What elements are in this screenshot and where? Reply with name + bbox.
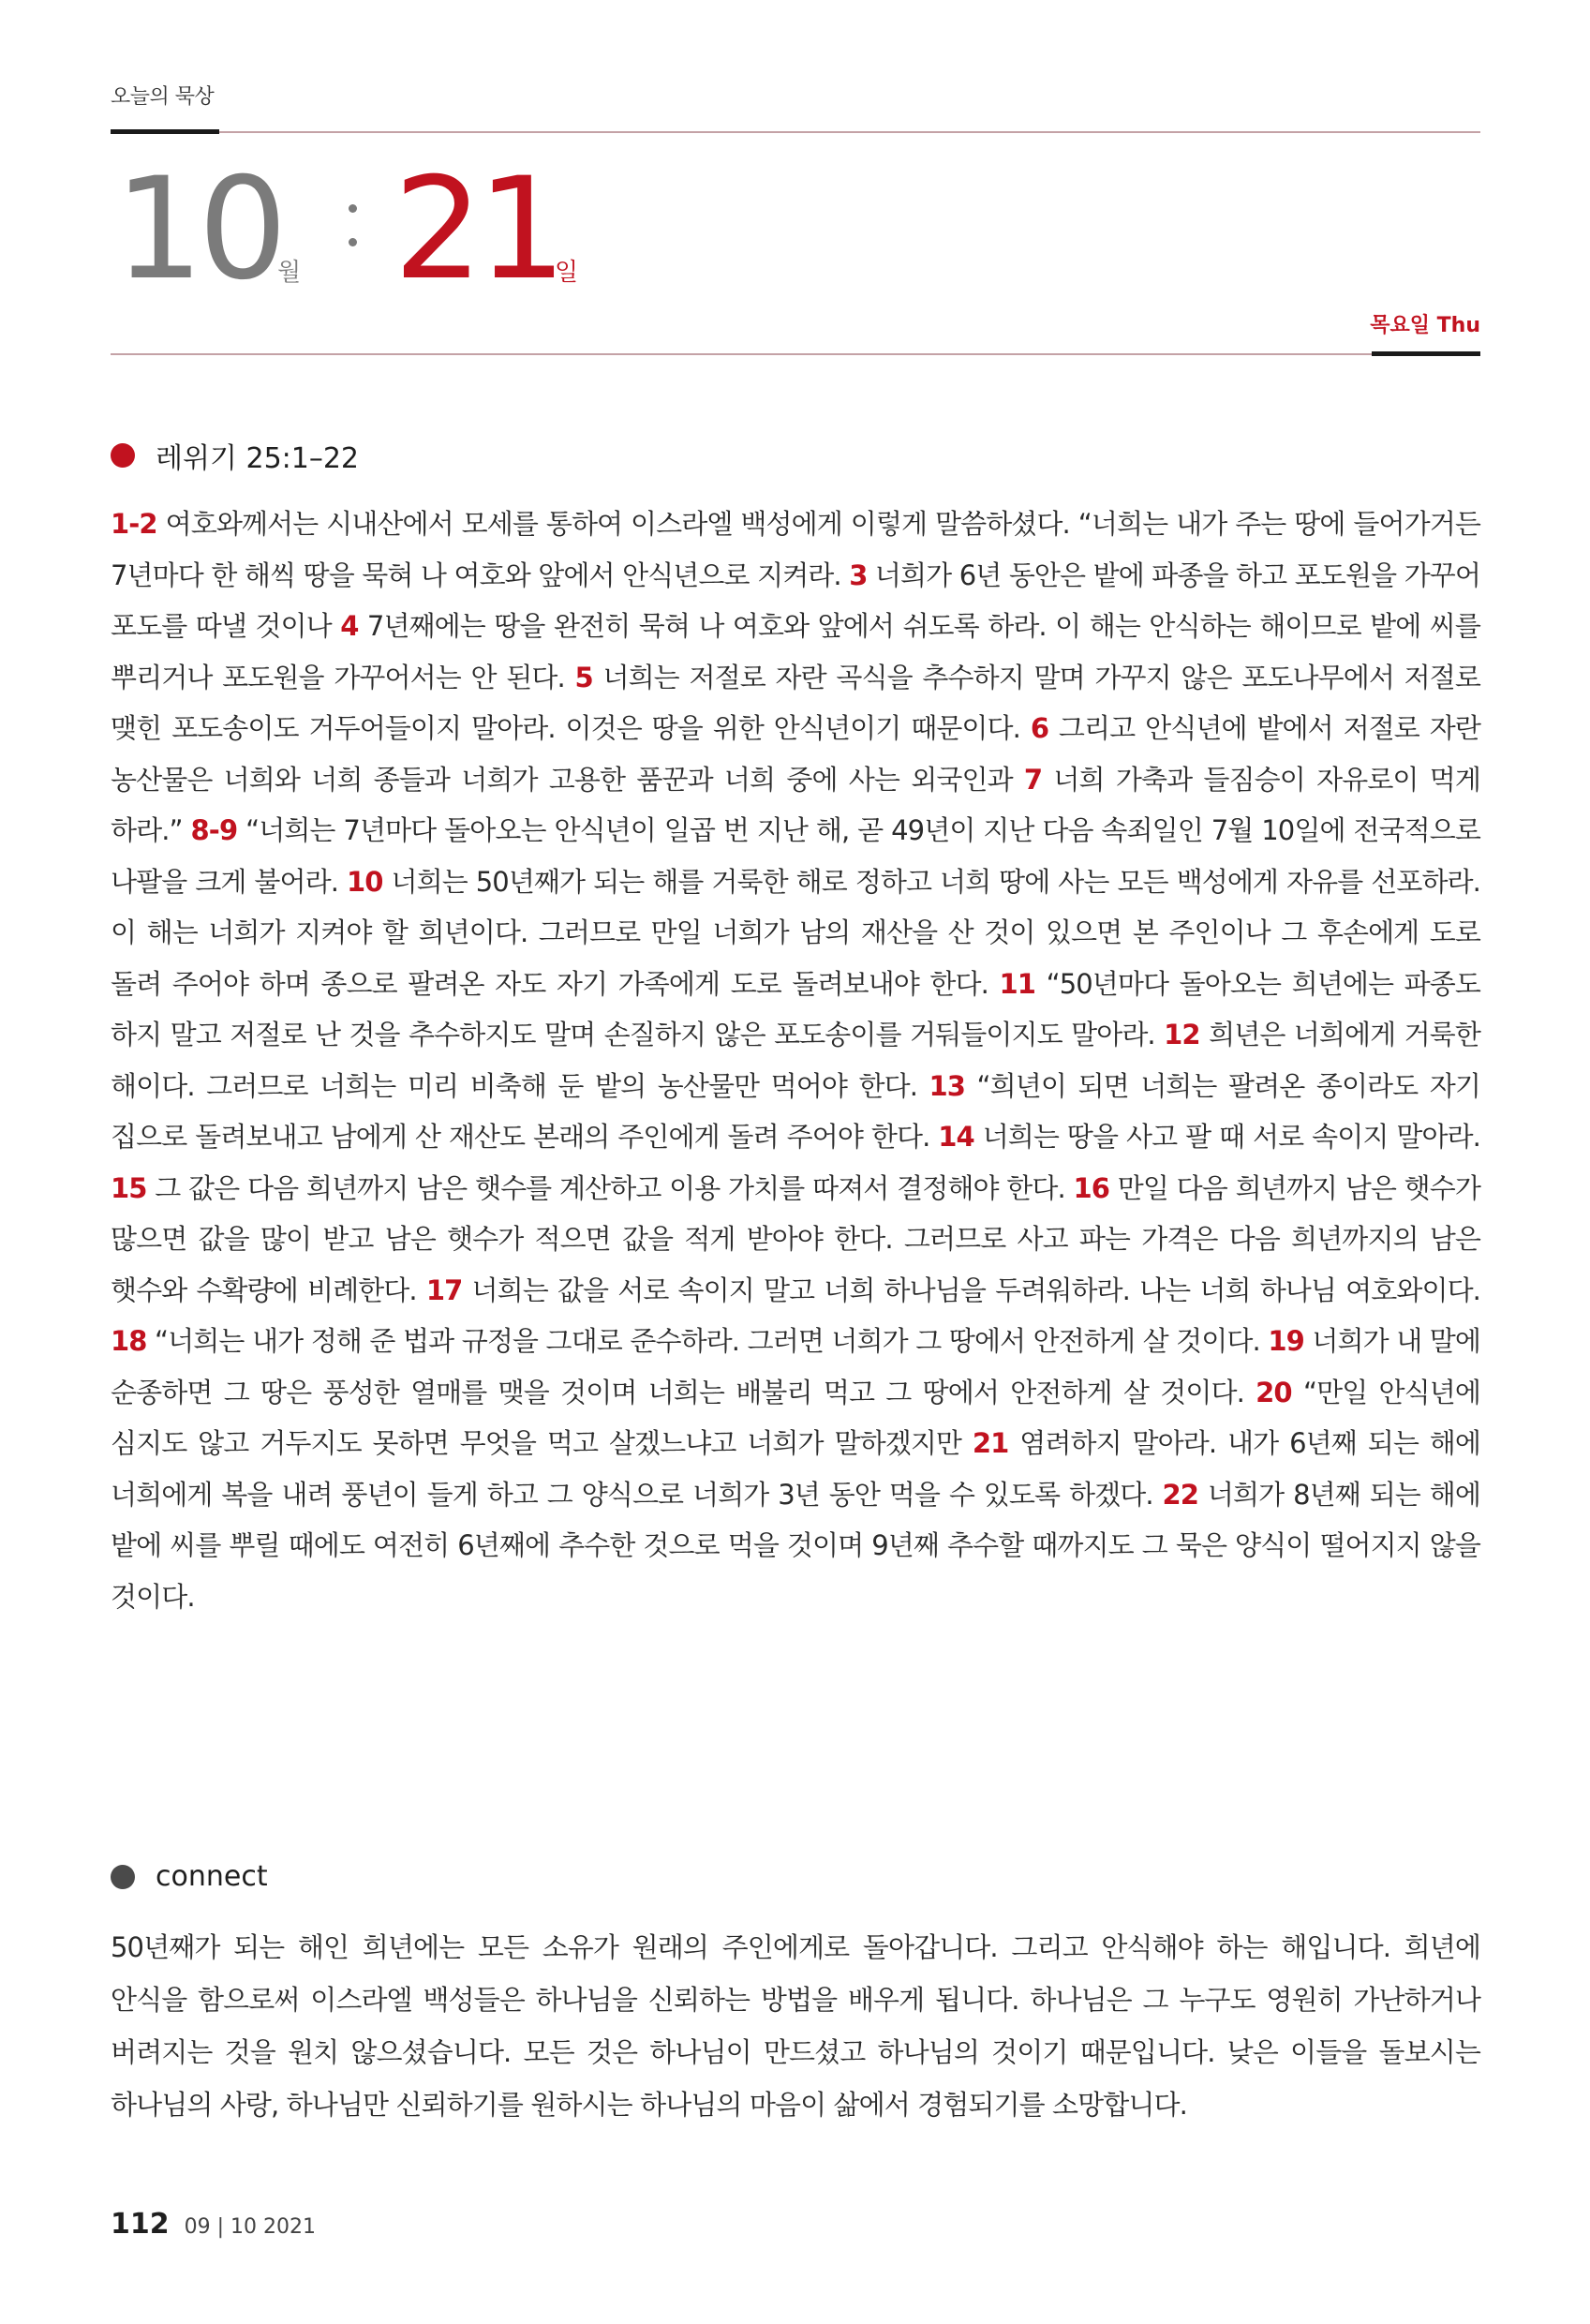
verse-text: 7년째에는 땅을 완전히 묵혀 나 여호와 앞에서 쉬도록 하라. 이 해는 안식하는 해이므로 밭에 씨를 뿌리거나 포도원을 가꾸어서는 안 된다. xyxy=(111,610,1480,693)
verse-number: 7 xyxy=(1023,763,1043,796)
top-divider xyxy=(111,131,1480,133)
verse-text: 너희는 값을 서로 속이지 말고 너희 하나님을 두려워하라. 나는 너희 하나님 여호와이다. xyxy=(462,1274,1481,1306)
verse-number: 10 xyxy=(346,865,383,898)
verse-text: 그 값은 다음 희년까지 남은 햇수를 계산하고 이용 가치를 따져서 결정해야 한다. xyxy=(146,1171,1074,1204)
verse-number: 21 xyxy=(972,1427,1009,1459)
verse-text: 희년은 너희에게 거룩한 해이다. 그러므로 너희는 미리 비축해 둔 밭의 농산물만 먹어야 한다. xyxy=(111,1019,1480,1102)
verse-text: 너희가 8년째 되는 해에 밭에 씨를 뿌릴 때에도 여전히 6년째에 추수한 것으로 먹을 것이며 9년째 추수할 때까지도 그 묵은 양식이 떨어지지 않을 것이다. xyxy=(111,1478,1480,1613)
verse-text: 너희는 50년째가 되는 해를 거룩한 해로 정하고 너희 땅에 사는 모든 백성에게 자유를 선포하라. 이 해는 너희가 지켜야 할 희년이다. 그러므로 만일 너희가 남의 재산을 산 것이 있으면 본 주인이나 그 후손에게 도로 돌려 주어야 하며 종으로 팔려온 자도 자기 가족에게 도로 돌려보내야 한다. xyxy=(111,865,1480,1000)
connect-title: connect xyxy=(156,1860,268,1893)
verse-number: 1-2 xyxy=(111,508,157,540)
page-footer xyxy=(111,2208,316,2241)
verse-number: 19 xyxy=(1268,1325,1304,1357)
scripture-passage xyxy=(111,499,1480,1622)
verse-text: 너희는 땅을 사고 팔 때 서로 속이지 말아라. xyxy=(973,1121,1480,1153)
verse-number: 4 xyxy=(340,610,359,642)
issue-date: 09 | 10 2021 xyxy=(184,2215,316,2239)
middle-divider xyxy=(111,353,1480,355)
top-divider-accent xyxy=(111,129,219,134)
verse-number: 6 xyxy=(1030,712,1049,744)
verse-text: 너희는 저절로 자란 곡식을 추수하지 말며 가꾸지 않은 포도나무에서 저절로 맺힌 포도송이도 거두어들이지 말아라. 이것은 땅을 위한 안식년이기 때문이다. xyxy=(111,661,1481,744)
connect-heading xyxy=(111,1860,268,1893)
verse-number: 16 xyxy=(1073,1171,1110,1204)
verse-text: “50년마다 돌아오는 희년에는 파종도 하지 말고 저절로 난 것을 추수하지도 말며 손질하지 않은 포도송이를 거둬들이지도 말아라. xyxy=(111,967,1480,1050)
red-bullet-icon xyxy=(111,443,135,468)
verse-number: 22 xyxy=(1162,1478,1199,1511)
verse-text: 염려하지 말아라. 내가 6년째 되는 해에 너희에게 복을 내려 풍년이 들게 하고 그 양식으로 너희가 3년 동안 먹을 수 있도록 하겠다. xyxy=(111,1427,1480,1511)
verse-text: 여호와께서는 시내산에서 모세를 통하여 이스라엘 백성에게 이렇게 말씀하셨다. “너희는 내가 주는 땅에 들어가거든 7년마다 한 해씩 땅을 묵혀 나 여호와 앞에서 안식년으로 지켜라. xyxy=(111,508,1480,591)
verse-number: 12 xyxy=(1164,1019,1200,1050)
verse-text: “너희는 내가 정해 준 법과 규정을 그대로 준수하라. 그러면 너희가 그 땅에서 안전하게 살 것이다. xyxy=(146,1325,1269,1357)
verse-number: 15 xyxy=(111,1171,147,1204)
verse-number: 14 xyxy=(938,1121,974,1153)
verse-text: 너희가 내 말에 순종하면 그 땅은 풍성한 열매를 맺을 것이며 너희는 배불리 먹고 그 땅에서 안전하게 살 것이다. xyxy=(111,1325,1481,1408)
date-day-unit: 일 xyxy=(555,259,579,287)
verse-text: 그리고 안식년에 밭에서 저절로 자란 농산물은 너희와 너희 종들과 너희가 고용한 품꾼과 너희 중에 사는 외국인과 xyxy=(111,712,1480,796)
verse-number: 8-9 xyxy=(190,814,238,846)
weekday-label: 목요일 Thu xyxy=(1370,314,1480,337)
verse-text: 너희가 6년 동안은 밭에 파종을 하고 포도원을 가꾸어 포도를 따낼 것이나 xyxy=(111,559,1480,642)
date-month: 10 xyxy=(114,148,282,311)
verse-number: 11 xyxy=(999,967,1036,1000)
verse-text: “너희는 7년마다 돌아오는 안식년이 일곱 번 지난 해, 곧 49년이 지난 다음 속죄일인 7월 10일에 전국적으로 나팔을 크게 불어라. xyxy=(111,814,1480,898)
verse-text: 너희 가축과 들짐승이 자유로이 먹게 하라.” xyxy=(111,763,1480,846)
verse-text: “만일 안식년에 심지도 않고 거두지도 못하면 무엇을 먹고 살겠느냐고 너희가 말하겠지만 xyxy=(111,1376,1480,1459)
date-month-unit: 월 xyxy=(277,259,302,287)
section-label: 오늘의 묵상 xyxy=(111,85,215,109)
verse-text: 만일 다음 희년까지 남은 햇수가 많으면 값을 많이 받고 남은 햇수가 적으면 값을 적게 받아야 한다. 그러므로 사고 파는 가격은 다음 희년까지의 남은 햇수와 수확량에 비례한다. xyxy=(111,1171,1480,1306)
verse-number: 5 xyxy=(574,661,593,693)
scripture-reference: 레위기 25:1–22 xyxy=(156,442,360,475)
verse-number: 18 xyxy=(111,1325,147,1357)
page-number: 112 xyxy=(111,2208,170,2241)
gray-bullet-icon xyxy=(111,1865,135,1889)
verse-number: 3 xyxy=(849,559,868,591)
verse-text: “희년이 되면 너희는 팔려온 종이라도 자기 집으로 돌려보내고 남에게 산 재산도 본래의 주인에게 돌려 주어야 한다. xyxy=(111,1069,1480,1153)
verse-number: 17 xyxy=(425,1274,463,1306)
date-day: 21 xyxy=(394,148,561,311)
verse-number: 20 xyxy=(1256,1376,1292,1408)
date-separator xyxy=(349,204,358,272)
verse-number: 13 xyxy=(929,1069,966,1102)
scripture-heading xyxy=(111,435,359,476)
middle-divider-accent xyxy=(1372,351,1480,356)
connect-text: 50년째가 되는 해인 희년에는 모든 소유가 원래의 주인에게로 돌아갑니다. 그리고 안식해야 하는 해입니다. 희년에 안식을 함으로써 이스라엘 백성들은 하나님을 신뢰하는 방법을 배우게 됩니다. 하나님은 그 누구도 영원히 가난하거나 버려지는 것을 원치 않으셨습니다. 모든 것은 하나님이 만드셨고 하나님의 것이기 때문입니다. 낮은 이들을 돌보시는 하나님의 사랑, 하나님만 신뢰하기를 원하시는 하나님의 마음이 삶에서 경험되기를 소망합니다. xyxy=(111,1931,1480,2121)
